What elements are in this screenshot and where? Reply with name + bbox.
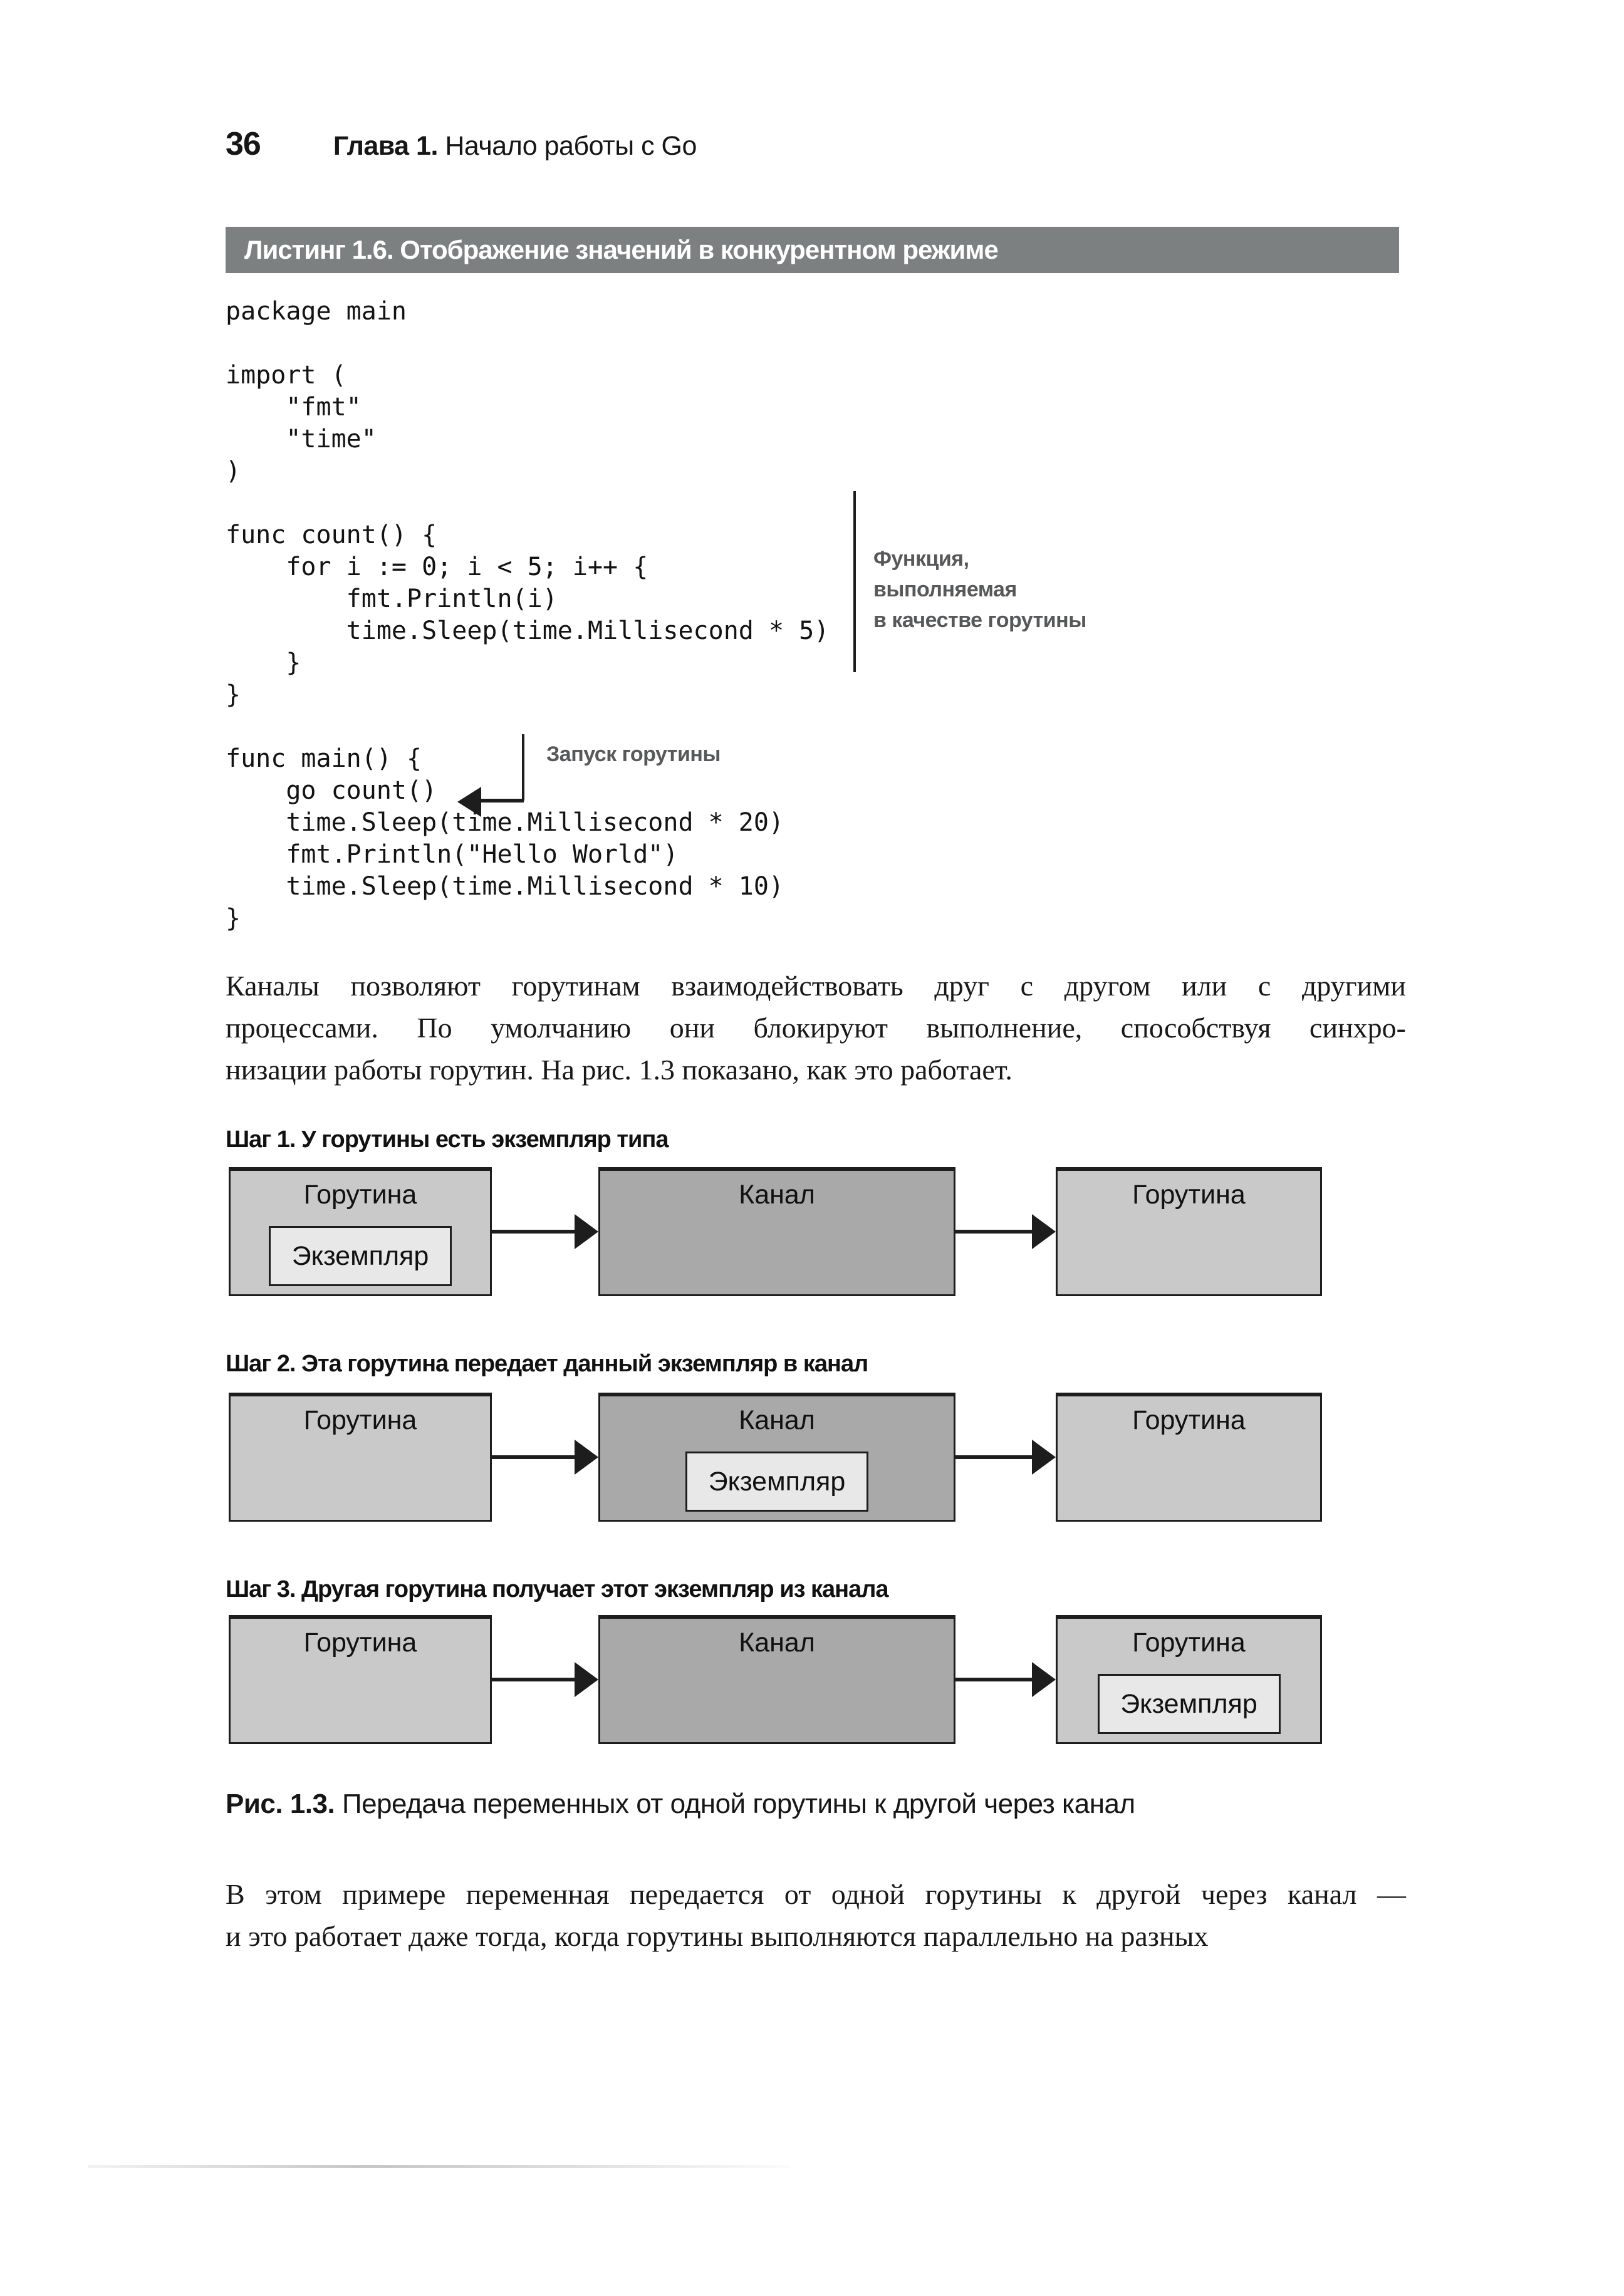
code-line: import (: [226, 361, 346, 390]
body-paragraph: [226, 1873, 1406, 1957]
arrow-right-icon: [1032, 1662, 1056, 1697]
arrow-right-icon: [575, 1214, 598, 1249]
goroutine-function-annotation: [873, 544, 1086, 636]
arrow-right-icon: [575, 1662, 598, 1697]
listing-title: Листинг 1.6. Отображение значений в конкурентном режиме: [244, 235, 998, 264]
annotation-text-line: Функция,: [873, 547, 969, 571]
code-line: fmt.Println(i): [226, 584, 558, 613]
figure-caption-number: Рис. 1.3.: [226, 1789, 335, 1819]
arrow-left-icon: [457, 787, 481, 817]
running-head: [226, 125, 697, 163]
goroutine-box-label: Горутина: [1132, 1180, 1246, 1210]
page-number: 36: [226, 126, 261, 162]
code-line: func main() {: [226, 744, 422, 773]
code-line: [226, 487, 829, 519]
figure-caption: [226, 1789, 1135, 1820]
goroutine-box-label: Горутина: [303, 1628, 417, 1658]
paragraph-line: низации работы горутин. На рис. 1.3 показано, как это работает.: [226, 1054, 1012, 1086]
step-2-title: Шаг 2. Эта горутина передает данный экземпляр в канал: [226, 1351, 868, 1377]
code-line: [226, 328, 829, 360]
body-paragraph: [226, 965, 1406, 1091]
flow-arrow-line: [955, 1678, 1034, 1681]
instance-box: Экземпляр: [1098, 1674, 1281, 1734]
annotation-connector-vline: [522, 734, 524, 801]
channel-box: [598, 1393, 955, 1522]
instance-box: Экземпляр: [269, 1226, 452, 1286]
step-1-title: Шаг 1. У горутины есть экземпляр типа: [226, 1126, 669, 1153]
diagram-row-step-3: [0, 1615, 1624, 1744]
goroutine-launch-annotation: Запуск горутины: [546, 742, 721, 766]
arrow-right-icon: [1032, 1214, 1056, 1249]
goroutine-box-left: [229, 1167, 492, 1296]
channel-box: [598, 1167, 955, 1296]
arrow-right-icon: [1032, 1440, 1056, 1475]
instance-box: Экземпляр: [685, 1452, 868, 1512]
goroutine-box-right: [1056, 1615, 1322, 1744]
code-line: "fmt": [226, 393, 362, 422]
annotation-text-line: в качестве горутины: [873, 608, 1086, 632]
flow-arrow-line: [492, 1455, 576, 1459]
goroutine-box-right: [1056, 1167, 1322, 1296]
bottom-divider: [88, 2165, 789, 2168]
channel-box: [598, 1615, 955, 1744]
chapter-number: Глава 1.: [333, 131, 438, 161]
flow-arrow-line: [955, 1455, 1034, 1459]
code-line: fmt.Println("Hello World"): [226, 840, 679, 869]
code-line: }: [226, 904, 241, 933]
paragraph-line: и это работает даже тогда, когда горутины выполняются параллельно на разных: [226, 1920, 1209, 1952]
code-line: [226, 711, 829, 743]
code-line: func count() {: [226, 521, 437, 549]
goroutine-box-label: Горутина: [1132, 1405, 1246, 1435]
goroutine-box-left: [229, 1393, 492, 1522]
flow-arrow-line: [955, 1230, 1034, 1234]
listing-title-bar: [226, 227, 1399, 273]
goroutine-box-label: Горутина: [1132, 1628, 1246, 1658]
code-line: package main: [226, 297, 407, 326]
figure-caption-text: Передача переменных от одной горутины к другой через канал: [335, 1789, 1135, 1819]
paragraph-line: Каналы позволяют горутинам взаимодействовать друг с другом или с другими: [226, 970, 1406, 1002]
code-line: go count(): [226, 776, 437, 805]
channel-box-label: Канал: [739, 1180, 815, 1210]
code-line: time.Sleep(time.Millisecond * 10): [226, 872, 784, 901]
code-line: "time": [226, 425, 377, 454]
code-line: time.Sleep(time.Millisecond * 5): [226, 616, 830, 645]
code-line: ): [226, 457, 241, 486]
paragraph-line: процессами. По умолчанию они блокируют выполнение, способствуя синхро-: [226, 1012, 1406, 1044]
diagram-row-step-2: [0, 1393, 1624, 1522]
flow-arrow-line: [492, 1230, 576, 1234]
code-line: time.Sleep(time.Millisecond * 20): [226, 808, 784, 837]
paragraph-line: В этом примере переменная передается от одной горутины к другой через канал —: [226, 1878, 1406, 1910]
code-line: }: [226, 648, 301, 677]
annotation-divider-line: [853, 491, 856, 672]
flow-arrow-line: [492, 1678, 576, 1681]
goroutine-box-label: Горутина: [303, 1180, 417, 1210]
annotation-connector-hline: [480, 799, 524, 803]
goroutine-box-label: Горутина: [303, 1405, 417, 1435]
chapter-name: Начало работы с Go: [437, 131, 697, 161]
code-line: }: [226, 680, 241, 709]
annotation-text-line: выполняемая: [873, 578, 1017, 601]
code-line: for i := 0; i < 5; i++ {: [226, 553, 648, 581]
channel-box-label: Канал: [739, 1405, 815, 1435]
diagram-row-step-1: [0, 1167, 1624, 1296]
goroutine-box-left: [229, 1615, 492, 1744]
goroutine-box-right: [1056, 1393, 1322, 1522]
step-3-title: Шаг 3. Другая горутина получает этот экземпляр из канала: [226, 1576, 888, 1603]
chapter-title: [333, 131, 697, 162]
arrow-right-icon: [575, 1440, 598, 1475]
channel-box-label: Канал: [739, 1628, 815, 1658]
code-block: [226, 296, 829, 935]
